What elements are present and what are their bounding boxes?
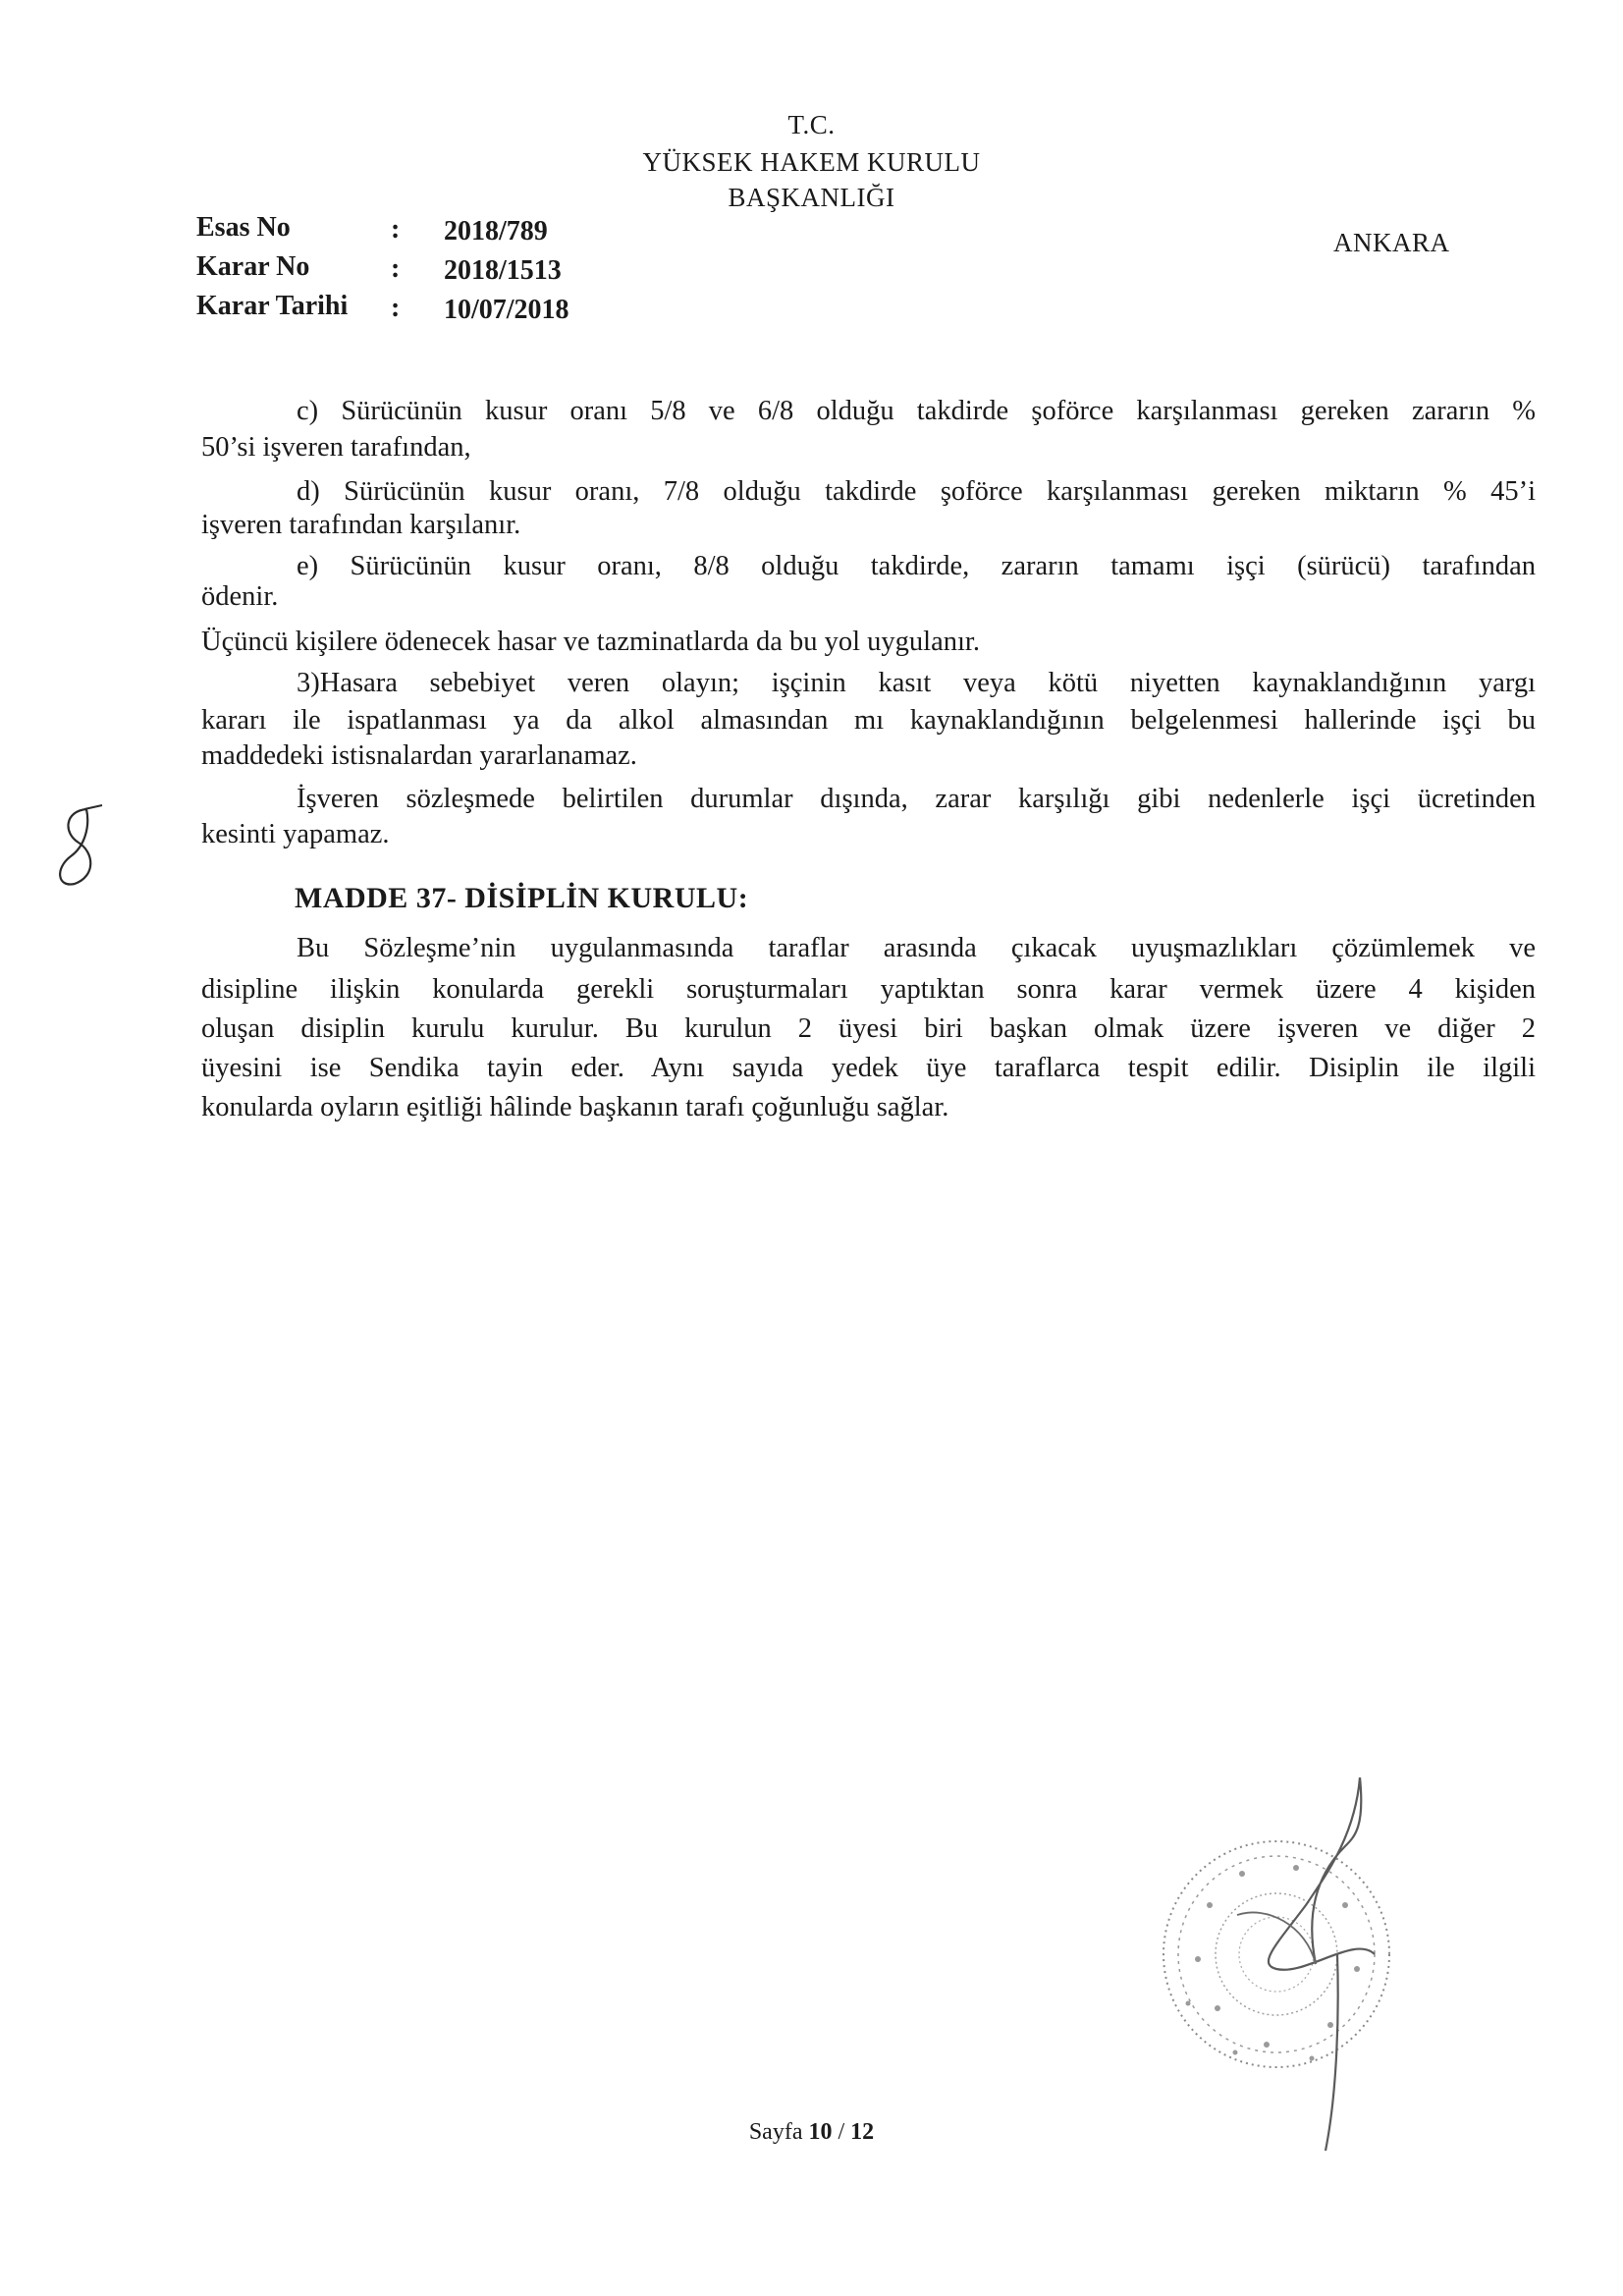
clause-3-line-3: maddedeki istisnalardan yararlanamaz. xyxy=(201,740,637,771)
page-number xyxy=(0,2119,1623,2146)
clause-d-line-2: işveren tarafından karşılanır. xyxy=(201,510,521,540)
clause-c-line-2: 50’si işveren tarafından, xyxy=(201,432,471,463)
karar-value: 2018/1513 xyxy=(444,255,562,286)
clause-d-line-1: d) Sürücünün kusur oranı, 7/8 olduğu takdirde şoförce karşılanması gereken miktarın % 45’i xyxy=(297,476,1536,507)
page-total: 12 xyxy=(850,2119,875,2145)
header-line-tc: T.C. xyxy=(787,110,836,139)
clause-c-line-1: c) Sürücünün kusur oranı 5/8 ve 6/8 olduğu takdirde şoförce karşılanması gereken zararın % xyxy=(297,396,1536,426)
page-separator: / xyxy=(838,2119,845,2145)
article-37-line-4: üyesini ise Sendika tayin eder. Aynı sayıda yedek üye taraflarca tespit edilir. Disiplin ile ilgili xyxy=(201,1053,1536,1083)
esas-colon: : xyxy=(391,214,401,245)
employer-line-2: kesinti yapamaz. xyxy=(201,819,390,849)
clause-e-line-1: e) Sürücünün kusur oranı, 8/8 olduğu takdirde, zararın tamamı işçi (sürücü) tarafından xyxy=(297,551,1536,581)
handwritten-initial-mark xyxy=(45,803,114,892)
article-37-line-1: Bu Sözleşme’nin uygulanmasında taraflar arasında çıkacak uyuşmazlıkları çözümlemek ve xyxy=(297,933,1536,963)
city-label: ANKARA xyxy=(1333,228,1450,257)
clause-e-line-2: ödenir. xyxy=(201,581,279,612)
employer-line-1: İşveren sözleşmede belirtilen durumlar dışında, zarar karşılığı gibi nedenlerle işçi ücretinden xyxy=(297,784,1536,814)
tarih-value: 10/07/2018 xyxy=(444,295,569,325)
third-party-line: Üçüncü kişilere ödenecek hasar ve tazminatlarda da bu yol uygulanır. xyxy=(201,627,980,657)
tarih-colon: : xyxy=(391,293,401,323)
official-seal-stamp xyxy=(1119,1758,1443,2170)
header-line-institution: YÜKSEK HAKEM KURULU xyxy=(642,147,981,177)
karar-label: Karar No xyxy=(196,251,310,282)
article-37-line-3: oluşan disiplin kurulu kurulur. Bu kurulun 2 üyesi biri başkan olmak üzere işveren ve diğer 2 xyxy=(201,1013,1536,1044)
esas-label: Esas No xyxy=(196,212,291,243)
article-37-line-5: konularda oyların eşitliği hâlinde başkanın tarafı çoğunluğu sağlar. xyxy=(201,1092,949,1122)
header-line-office: BAŞKANLIĞI xyxy=(728,183,895,212)
karar-colon: : xyxy=(391,253,401,284)
clause-3-line-2: kararı ile ispatlanması ya da alkol almasından mı kaynaklandığının belgelenmesi hallerinde işçi bu xyxy=(201,705,1536,736)
page-prefix: Sayfa xyxy=(748,2119,803,2145)
clause-3-line-1: 3)Hasara sebebiyet veren olayın; işçinin kasıt veya kötü niyetten kaynaklandığının yargı xyxy=(297,668,1536,698)
article-37-line-2: disipline ilişkin konularda gerekli soruşturmaları yaptıktan sonra karar vermek üzere 4 kişiden xyxy=(201,974,1536,1005)
tarih-label: Karar Tarihi xyxy=(196,291,349,321)
esas-value: 2018/789 xyxy=(444,216,548,246)
page-current: 10 xyxy=(808,2119,833,2145)
article-37-heading: MADDE 37- DİSİPLİN KURULU: xyxy=(295,882,749,914)
